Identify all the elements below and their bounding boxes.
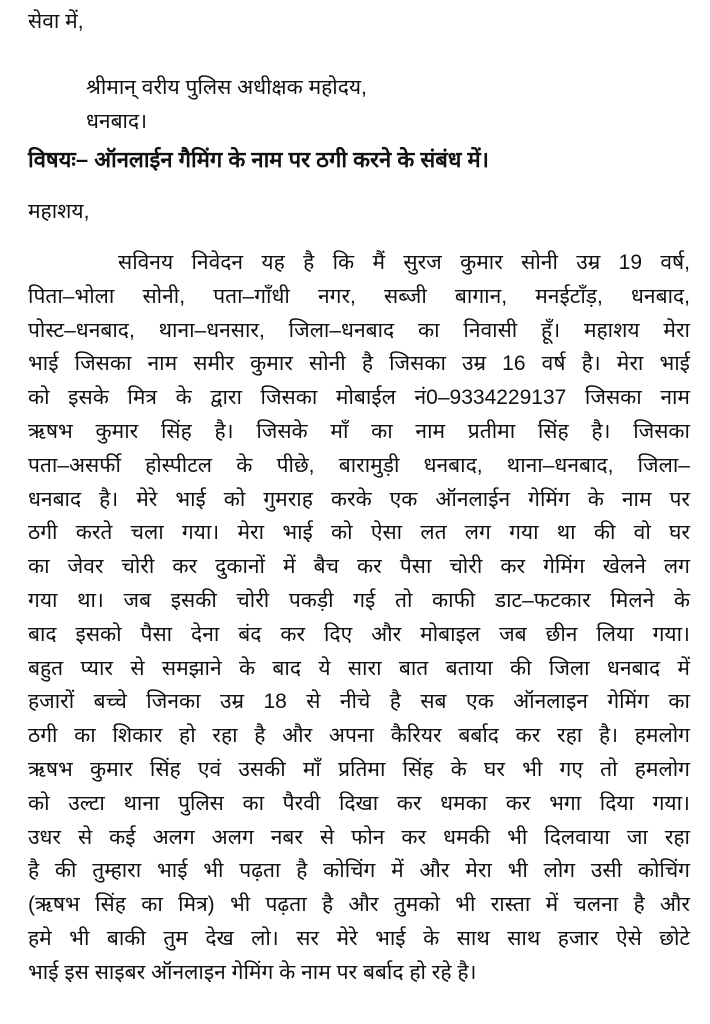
body-line: ठगी का शिकार हो रहा है और अपना कैरियर बर्बाद कर रहा है। हमलोग bbox=[28, 724, 690, 748]
body-line: हजारों बच्चे जिनका उम्र 18 से नीचे है सब एक ऑनलाइन गेमिंग का bbox=[28, 690, 690, 714]
body-line: गया था। जब इसकी चोरी पकड़ी गई तो काफी डाट–फटकार मिलने के bbox=[28, 589, 690, 612]
body-line: हमे भी बाकी तुम देख लो। सर मेरे भाई के साथ साथ हजार ऐसे छोटे bbox=[28, 927, 690, 950]
body-line: उधर से कई अलग अलग नबर से फोन कर धमकी भी दिलवाया जा रहा bbox=[28, 825, 690, 849]
subject-line: विषयः– ऑनलाईन गैमिंग के नाम पर ठगी करने के संबंध में। bbox=[28, 147, 489, 172]
body-line: भाई जिसका नाम समीर कुमार सोनी है जिसका उम्र 16 वर्ष है। मेरा भाई bbox=[28, 352, 690, 376]
recipient-city: धनबाद। bbox=[86, 110, 148, 133]
body-line: पोस्ट–धनबाद, थाना–धनसार, जिला–धनबाद का निवासी हूँ। महाशय मेरा bbox=[28, 318, 690, 342]
salutation-to: सेवा में, bbox=[28, 10, 84, 33]
body-line: बहुत प्यार से समझाने के बाद ये सारा बात बताया की जिला धनबाद में bbox=[28, 656, 690, 680]
body-line: सविनय निवेदन यह है कि मैं सुरज कुमार सोनी उम्र 19 वर्ष, bbox=[118, 251, 690, 274]
body-line: धनबाद है। मेरे भाई को गुमराह करके एक ऑनलाईन गेमिंग के नाम पर bbox=[28, 487, 690, 511]
body-line: ऋषभ कुमार सिंह है। जिसके माँ का नाम प्रतीमा सिंह है। जिसका bbox=[28, 420, 690, 443]
body-line: है की तुम्हारा भाई भी पढ़ता है कोचिंग में और मेरा भी लोग उसी कोचिंग bbox=[28, 859, 690, 883]
recipient: श्रीमान् वरीय पुलिस अधीक्षक महोदय, bbox=[86, 76, 367, 99]
body-line: भाई इस साइबर ऑनलाइन गेमिंग के नाम पर बर्बाद हो रहे है। bbox=[28, 960, 477, 984]
body-line: पता–असर्फी होस्पीटल के पीछे, बारामुड़ी धनबाद, थाना–धनबाद, जिला– bbox=[28, 453, 690, 477]
body-line: बाद इसको पैसा देना बंद कर दिए और मोबाइल जब छीन लिया गया। bbox=[28, 622, 690, 646]
body-line: को इसके मित्र के द्वारा जिसका मोबाईल नं0–9334229137 जिसका नाम bbox=[28, 386, 690, 410]
body-line: को उल्टा थाना पुलिस का पैरवी दिखा कर धमका कर भगा दिया गया। bbox=[28, 791, 690, 815]
body-line: ठगी करते चला गया। मेरा भाई को ऐसा लत लग गया था की वो घर bbox=[28, 521, 690, 545]
body-line: पिता–भोला सोनी, पता–गाँधी नगर, सब्जी बागान, मनईटाँड़, धनबाद, bbox=[28, 284, 690, 308]
body-line: का जेवर चोरी कर दुकानों में बैच कर पैसा चोरी कर गेमिंग खेलने लग bbox=[28, 555, 690, 579]
body-line: ऋषभ कुमार सिंह एवं उसकी माँ प्रतिमा सिंह के घर भी गए तो हमलोग bbox=[28, 758, 690, 781]
body-line: (ऋषभ सिंह का मित्र) भी पढ़ता है और तुमको भी रास्ता में चलना है और bbox=[28, 893, 690, 917]
greeting: महाशय, bbox=[28, 200, 90, 223]
